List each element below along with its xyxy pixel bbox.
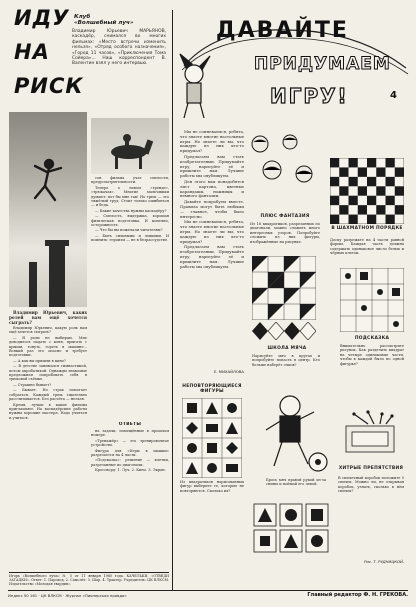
title-line-1: ИДУ	[14, 6, 70, 30]
chess-cell	[339, 186, 348, 195]
tricky-heading: ХИТРЫЕ ПРЕПЯТСТВИЯ	[338, 466, 404, 471]
chess-cell	[330, 177, 339, 186]
hidden-figures-text: Из квадратиков нарисованных фигур выберите те, которые не повторяются. Сколько их?	[180, 480, 244, 493]
chess-cell	[376, 186, 385, 195]
column-divider	[172, 10, 173, 590]
matches-illustration	[338, 408, 404, 462]
title-line-2: НА	[14, 40, 50, 64]
kid-with-ball	[246, 384, 334, 476]
chess-board	[330, 158, 404, 224]
photo-caption: Владимир Юрьевич, каких ролей вам ещё хочется сыграть?	[9, 310, 87, 325]
answers-box: ОТВЕТЫ на задачи, помещённые в прошлом номере. «Тренажёр» — это тренировочное устройство. Фигура для «Игры в шашки» разрезается на 4 части. «Подсказка»: решение — клетки, разрезанные по диагонали. Кроссворд: 1. Луч. 2. Кино. 3. Экран.	[91, 422, 169, 473]
chess-cell	[395, 167, 404, 176]
divider-line	[9, 572, 169, 573]
article-column-2: сон фильма учат смелости, предусмотрительности. Теперь о новом «тренде», «трюкачах». Многие мальчишки думают: вот бы мне так! Но трюк — это тяжёлый труд. Стоит только ошибиться — и беда. — Какие качества нужны каскадёру? — Смелость, выдержка, хорошая физическая подготовка. И конечно, осторожность. — Что бы вы пожелали читателям? — Быть сильными и ловкими. И помнить: героизм — не в безрассудстве.	[91, 176, 169, 243]
chess-cell	[330, 196, 339, 205]
fantasia-text: Из 16 квадратиков, разрезанных по диагонали, можно сложить много интересных узоров. Попробуйте сложить из них фигуры, изображённые на рисунке.	[250, 222, 320, 244]
triangle-tiles-icon	[252, 256, 316, 320]
hint-grid	[340, 268, 404, 332]
title-line-3: РИСК	[14, 74, 84, 98]
chess-cell	[376, 205, 385, 214]
credits-text: Игорь «Волшебного луча» № 5 от 11 января 1985 года. КАЧЕЛЬКИ. «ОТВЕДИ ЗАГАДКИ». Ответ: 1. Пароход. 2. Самолёт. 3. Шар. 4. Трактор. Учредитель: ЦК ВЛКСМ. Издательство «Молодая гвардия».	[9, 574, 169, 587]
chess-cell	[358, 205, 367, 214]
title-line-2-text: ПРИДУМАЕМ	[254, 54, 391, 74]
game-intro: Мы не сомневаемся, ребята, что знаете многие настольные игры. Но знаете ли вы, что каждую из них кто-то придумал? Предлагаем вам стать изобретателями. Придумайте игру, нарисуйте её и пришлите нам. Лучшие работы мы опубликуем. Для этого вам понадобятся лист картона, цветные карандаши, ножницы и немного фантазии. Давайте попробуем вместе. Правила могут быть любыми — главное, чтобы было интересно. Мы не сомневаемся, ребята, что знаете многие настольные игры. Но знаете ли вы, что каждую из них кто-то придумал? Предлагаем вам стать изобретателями. Придумайте игру, нарисуйте её и пришлите нам. Лучшие работы мы опубликуем.	[180, 130, 244, 269]
issue-badge: 4	[390, 90, 397, 101]
club-label: Клуб	[74, 14, 91, 20]
chess-cell	[358, 186, 367, 195]
author-signature: Е. МИХАЙЛОВА	[213, 369, 244, 374]
chessboard-icon	[330, 158, 404, 224]
chess-cell	[349, 158, 358, 167]
chess-cell	[339, 167, 348, 176]
chess-cell	[386, 177, 395, 186]
figure-strip-icon	[252, 500, 332, 554]
chess-cell	[330, 215, 339, 224]
chess-cell	[386, 158, 395, 167]
article-column-1: Владимир Юрьевич, каких ролей вам ещё хочется сыграть? Владимир Юрьевич, какую роль вам ещё хочется сыграть? — Я роли не выбираю. Мне доводилось падать с коня, прыгать с крыши, тонуть, гореть в машине... Всякий раз это опасно и требует подготовки. — А как вы пришли в кино? — В детстве занимался гимнастикой, потом акробатикой. Однажды знакомые предложили попробовать себя в трюковой съёмке. — Страшно бывает? — Бывает. Но страх помогает собраться. Каждый трюк тщательно рассчитывается. Без расчёта — нельзя. Кремя, лучше в какие фильмы приглашают. На каскадёрские работы нужны хорошие мастера. Надо учиться и учиться.	[9, 310, 87, 420]
stuntman-figure-icon	[9, 112, 87, 307]
fantasia-pattern	[252, 256, 316, 320]
club-name: «Волшебный луч»	[74, 20, 134, 27]
hidden-figures-grid	[182, 398, 242, 478]
fantasia-pattern-2	[252, 322, 316, 340]
tricky-text: В спичечный коробок положите 5 спичек. Можно ли, не открывая коробок, узнать, сколько в нём спичек?	[338, 476, 404, 494]
hint-text: Внимательно рассмотрите рисунок. Как разделить квадрат на четыре одинаковые части, чтобы в каждой было по одной фигурке?	[340, 344, 404, 366]
drop-text: Брось мяч правой рукой из-за спины и поймай его левой.	[266, 478, 326, 487]
fantasia-heading: ПЛЮС ФАНТАЗИЯ	[260, 214, 310, 219]
footer-left: Индекс 50 161 · ЦК ВЛКСМ · Журнал «Пионерская правда»	[8, 593, 127, 598]
balls-icon	[246, 130, 318, 200]
chess-cell	[349, 177, 358, 186]
chess-cell	[349, 215, 358, 224]
club-header	[74, 14, 164, 27]
chess-cell	[358, 167, 367, 176]
title-line-3-text: ИГРУ!	[270, 84, 349, 108]
ball-school-text: Нарисуйте мяч в кругах и попробуйте попасть в центр. Кто больше наберёт очков?	[252, 354, 320, 367]
hint-grid-icon	[340, 268, 404, 332]
game-title	[176, 8, 410, 128]
chess-cell	[395, 186, 404, 195]
stuntman-photo	[9, 112, 87, 307]
chess-cell	[386, 196, 395, 205]
puzzle-strip	[252, 500, 332, 554]
chess-cell	[349, 196, 358, 205]
chess-cell	[367, 215, 376, 224]
chess-cell	[386, 215, 395, 224]
ball-school-heading: ШКОЛА МЯЧА	[267, 346, 307, 351]
footer-rule	[8, 590, 408, 591]
chess-heading: В ШАХМАТНОМ ПОРЯДКЕ	[331, 226, 403, 231]
ball-illustration	[246, 130, 318, 200]
diamond-row-icon	[252, 322, 316, 340]
answers-heading: ОТВЕТЫ	[118, 422, 142, 427]
hidden-figures-heading: НЕПОВТОРЯЮЩИЕСЯ ФИГУРЫ	[182, 384, 242, 394]
footer-right: Главный редактор Ф. Н. ГРЕКОВА.	[307, 592, 408, 598]
illustrator-credit: Рис. Т. РУДНИЦКОЙ.	[364, 559, 404, 564]
chess-text: Доску разрежьте на 4 части равной формы. Каждая часть должна содержать одинаковое число белых и чёрных клеток.	[330, 238, 404, 256]
boy-ball-icon	[246, 384, 334, 476]
chess-cell	[367, 196, 376, 205]
figures-grid-icon	[182, 398, 242, 478]
hint-heading: ПОДСКАЗКА	[354, 336, 390, 341]
chess-cell	[367, 177, 376, 186]
chess-cell	[367, 158, 376, 167]
horse-rider-icon	[91, 118, 169, 174]
intro-text: Владимир Юрьевич МАРЬЯНОВ, каскадёр, снимался во многих фильмах: «Место встречи изменить нельзя», «Отряд особого назначения», «Город 11 часов», «Приключения Тома Сойера»... Наш корреспондент В. Валентин взял у него интервью.	[72, 29, 166, 67]
chess-cell	[395, 205, 404, 214]
title-line-1-text: ДАВАЙТЕ	[216, 18, 349, 43]
chess-cell	[339, 205, 348, 214]
chess-cell	[376, 167, 385, 176]
chess-cell	[330, 158, 339, 167]
horse-photo	[91, 118, 169, 174]
matchbox-icon	[338, 408, 404, 462]
